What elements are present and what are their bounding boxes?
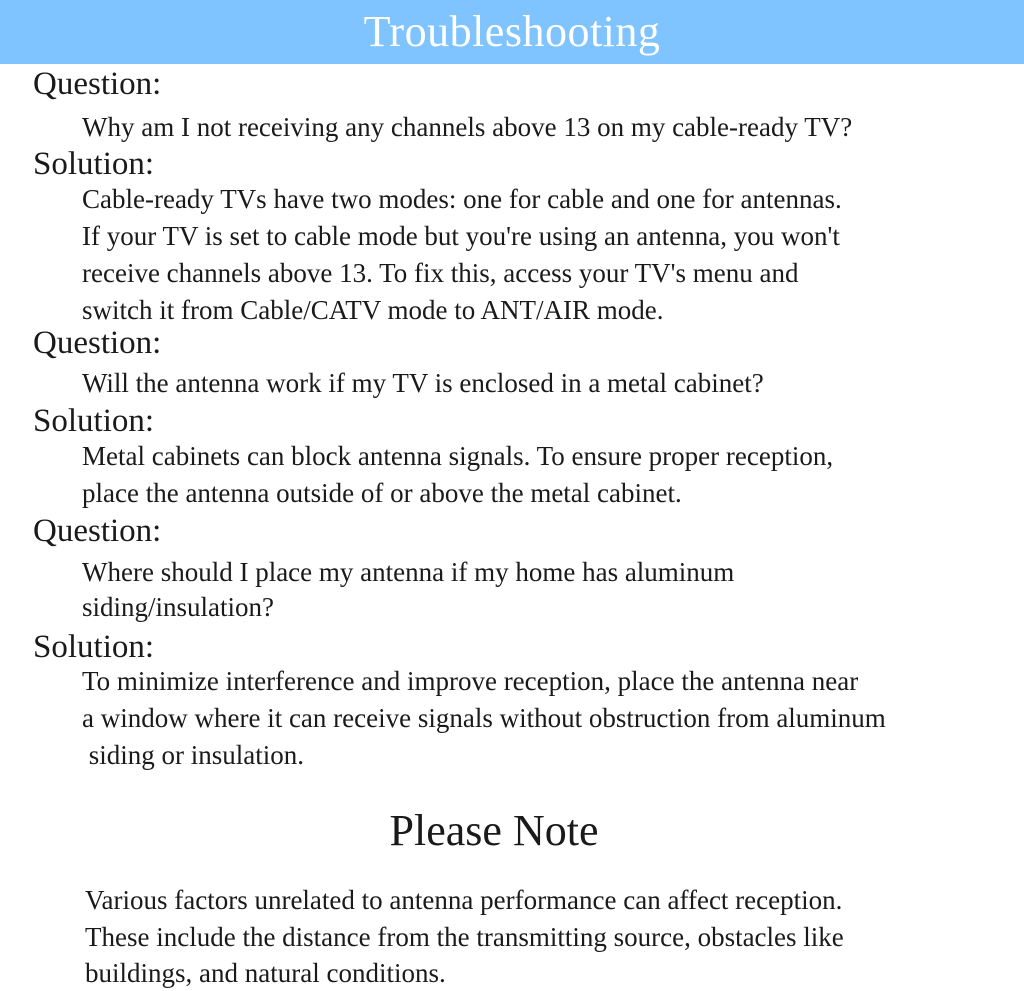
note-text: buildings, and natural conditions. — [85, 958, 446, 988]
note-title: Please Note — [389, 806, 599, 855]
header-bar — [0, 0, 1024, 64]
note-text: Various factors unrelated to antenna performance can affect reception. — [85, 885, 843, 915]
solution-label: Solution: — [33, 629, 155, 665]
note-text: These include the distance from the transmitting source, obstacles like — [85, 922, 844, 952]
solution-text: Metal cabinets can block antenna signals. To ensure proper reception, — [82, 441, 834, 471]
solution-text: a window where it can receive signals without obstruction from aluminum — [82, 703, 886, 733]
question-text: Where should I place my antenna if my home has aluminum — [82, 557, 735, 587]
question-text: siding/insulation? — [82, 592, 274, 622]
solution-text: switch it from Cable/CATV mode to ANT/AIR mode. — [82, 295, 664, 325]
question-label: Question: — [33, 513, 162, 549]
solution-text: siding or insulation. — [82, 740, 304, 770]
question-text: Why am I not receiving any channels above 13 on my cable-ready TV? — [82, 112, 853, 142]
question-text: Will the antenna work if my TV is enclosed in a metal cabinet? — [82, 368, 764, 398]
solution-text: place the antenna outside of or above the metal cabinet. — [82, 478, 682, 508]
question-label: Question: — [33, 325, 162, 361]
solution-text: receive channels above 13. To fix this, access your TV's menu and — [82, 258, 799, 288]
question-label: Question: — [33, 66, 162, 102]
solution-label: Solution: — [33, 403, 155, 439]
solution-text: If your TV is set to cable mode but you're using an antenna, you won't — [82, 221, 840, 251]
page-title: Troubleshooting — [363, 7, 661, 56]
solution-text: Cable-ready TVs have two modes: one for cable and one for antennas. — [82, 184, 842, 214]
solution-label: Solution: — [33, 146, 155, 182]
solution-text: To minimize interference and improve reception, place the antenna near — [82, 666, 859, 696]
